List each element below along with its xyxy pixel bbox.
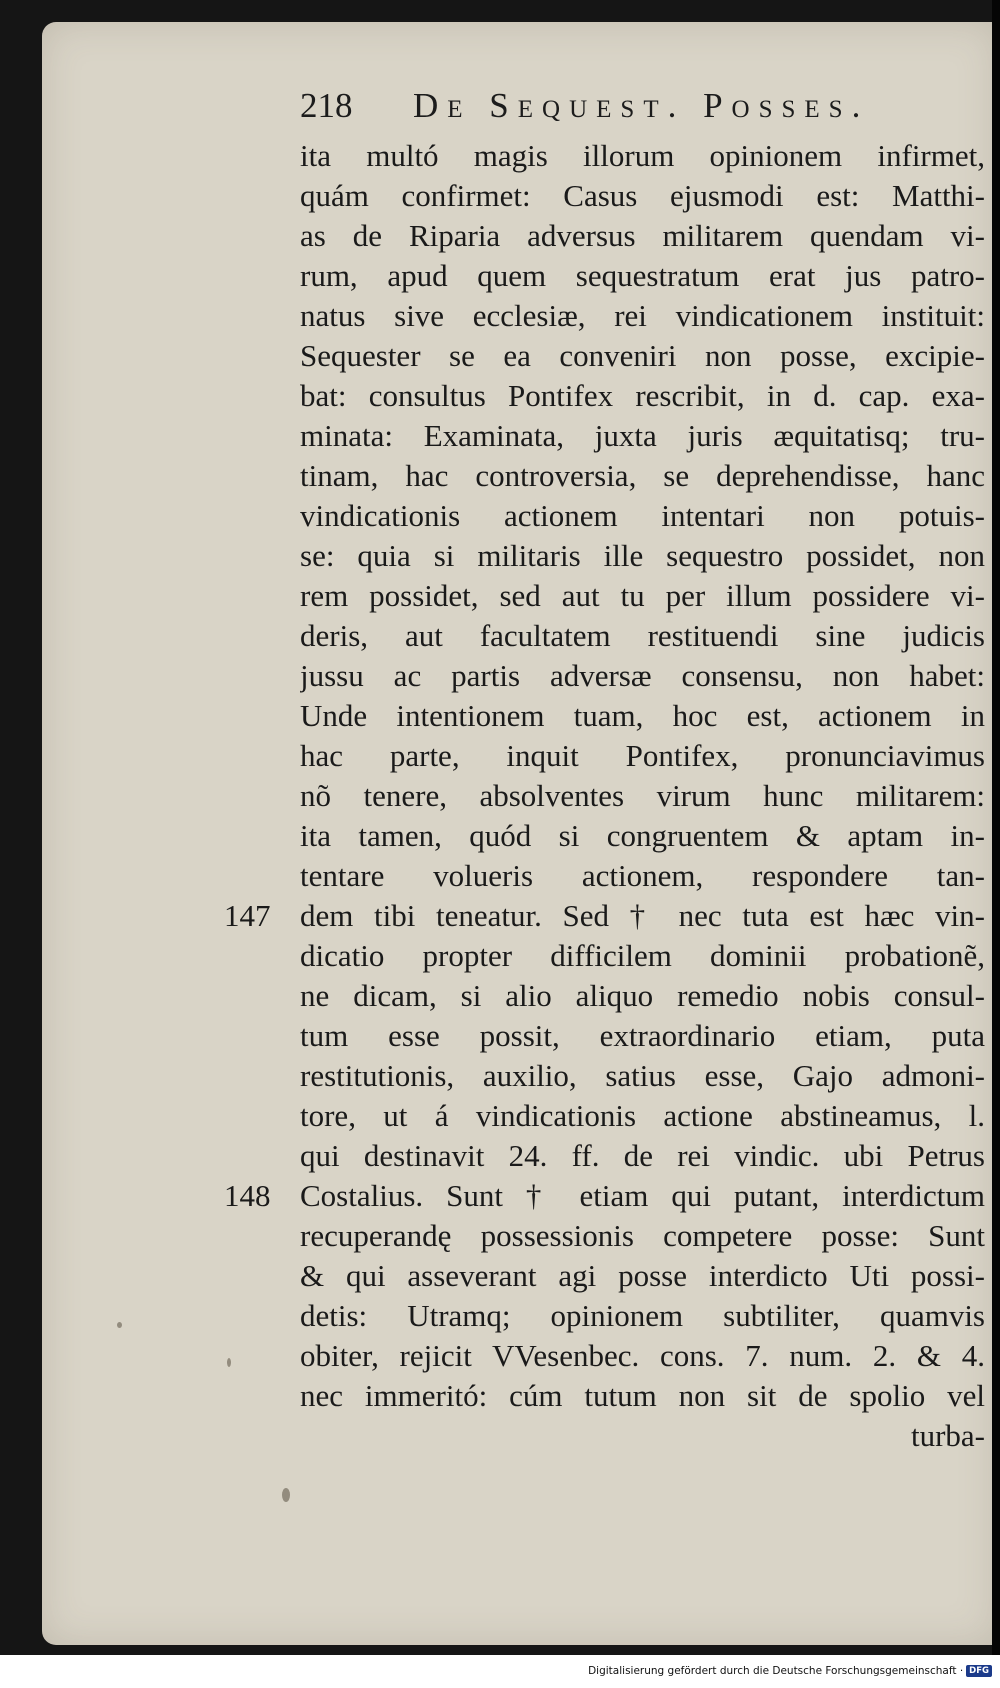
scan-right-edge [992,0,1000,1655]
text-line: hac parte, inquit Pontifex, pronunciavimus [300,738,985,773]
text-line: jussu ac partis adversæ consensu, non habet: [300,658,985,693]
text-line: as de Riparia adversus militarem quendam vi- [300,218,985,253]
text-line: tore, ut á vindicationis actione abstineamus, l. [300,1098,985,1133]
text-line: bat: consultus Pontifex rescribit, in d. cap. exa- [300,378,985,413]
ink-smudge [282,1488,290,1502]
text-line: detis: Utramq; opinionem subtiliter, quamvis [300,1298,985,1333]
margin-number: 148 [224,1178,271,1213]
text-line: rum, apud quem sequestratum erat jus patro- [300,258,985,293]
ink-smudge [227,1358,231,1367]
text-line: Unde intentionem tuam, hoc est, actionem in [300,698,985,733]
margin-number: 147 [224,898,271,933]
text-line: vindicationis actionem intentari non potuis- [300,498,985,533]
text-line: obiter, rejicit VVesenbec. cons. 7. num. 2. & 4. [300,1338,985,1373]
text-line: dicatio propter difficilem dominii probationẽ, [300,938,985,973]
text-line: Costalius. Sunt † etiam qui putant, interdictum [300,1178,985,1213]
dfg-logo: DFG [966,1665,992,1677]
text-line: ne dicam, si alio aliquo remedio nobis consul- [300,978,985,1013]
catchword: turba- [910,1418,985,1453]
text-line: ita tamen, quód si congruentem & aptam in- [300,818,985,853]
ink-smudge [117,1322,122,1328]
text-line: rem possidet, sed aut tu per illum possidere vi- [300,578,985,613]
text-line: tentare volueris actionem, respondere tan- [300,858,985,893]
page-header [300,84,910,128]
text-line: ita multó magis illorum opinionem infirmet, [300,138,985,173]
text-line: recuperandę possessionis competere posse: Sunt [300,1218,985,1253]
digitization-credit [588,1664,992,1678]
running-head: De Sequest. Posses. [413,86,870,125]
text-line: nõ tenere, absolventes virum hunc militarem: [300,778,985,813]
text-line: restitutionis, auxilio, satius esse, Gajo admoni- [300,1058,985,1093]
text-line: minata: Examinata, juxta juris æquitatisq; tru- [300,418,985,453]
text-line: quám confirmet: Casus ejusmodi est: Matthi- [300,178,985,213]
credit-text: Digitalisierung gefördert durch die Deutsche Forschungsgemeinschaft · [588,1665,964,1677]
text-line: natus sive ecclesiæ, rei vindicationem instituit: [300,298,985,333]
text-line: tum esse possit, extraordinario etiam, puta [300,1018,985,1053]
body-text [300,136,985,1456]
text-line: nec immeritó: cúm tutum non sit de spolio vel [300,1378,985,1413]
text-line: dem tibi teneatur. Sed † nec tuta est hæc vin- [300,898,985,933]
text-line: deris, aut facultatem restituendi sine judicis [300,618,985,653]
text-line: tinam, hac controversia, se deprehendisse, hanc [300,458,985,493]
text-line: Sequester se ea conveniri non posse, excipie- [300,338,985,373]
text-line: qui destinavit 24. ff. de rei vindic. ubi Petrus [300,1138,985,1173]
page-number: 218 [300,86,353,125]
text-line: & qui asseverant agi posse interdicto Uti possi- [300,1258,985,1293]
text-line: se: quia si militaris ille sequestro possidet, non [300,538,985,573]
